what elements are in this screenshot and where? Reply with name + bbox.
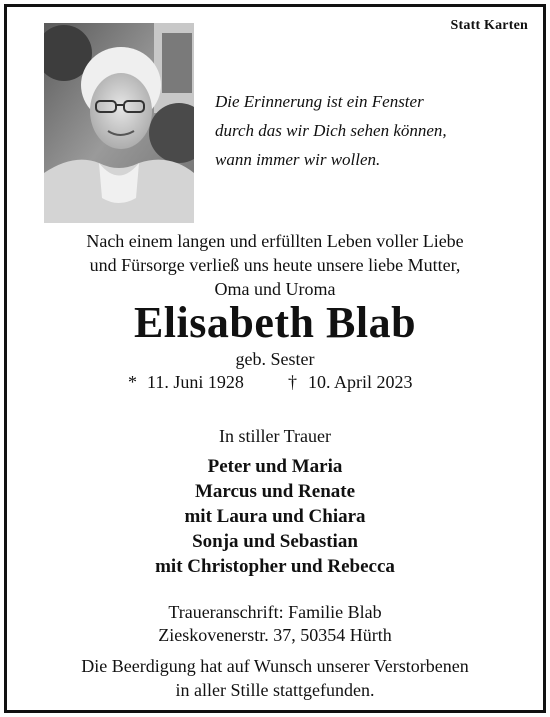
mourners-list (0, 454, 550, 579)
birth-date: 11. Juni 1928 (147, 372, 244, 392)
poem-line: durch das wir Dich sehen können, (215, 121, 447, 140)
intro-line: Nach einem langen und erfüllten Leben voller Liebe (86, 231, 464, 251)
death-date: 10. April 2023 (308, 372, 413, 392)
poem-quote (215, 87, 447, 174)
portrait-photo (44, 23, 194, 223)
mourner-line: mit Christopher und Rebecca (155, 556, 395, 577)
address-line: Zieskovenerstr. 37, 50354 Hürth (158, 625, 392, 645)
closing-line: in aller Stille stattgefunden. (175, 680, 375, 700)
mourning-address (0, 601, 550, 647)
mourner-line: Marcus und Renate (194, 481, 356, 502)
statt-karten-label: Statt Karten (450, 18, 528, 33)
poem-line: Die Erinnerung ist ein Fenster (215, 92, 424, 111)
intro-line: und Fürsorge verließ uns heute unsere liebe Mutter, (89, 255, 461, 275)
mourner-line: Sonja und Sebastian (192, 531, 358, 552)
deceased-name: Elisabeth Blab (133, 298, 417, 347)
mourner-line: Peter und Maria (207, 456, 343, 477)
mourning-heading: In stiller Trauer (219, 426, 331, 446)
maiden-name: geb. Sester (235, 349, 315, 369)
closing-line: Die Beerdigung hat auf Wunsch unserer Verstorbenen (81, 656, 469, 676)
death-symbol: † (288, 372, 297, 392)
poem-line: wann immer wir wollen. (215, 150, 381, 169)
address-line: Traueranschrift: Familie Blab (168, 602, 382, 622)
intro-text (0, 229, 550, 301)
intro-line: Oma und Uroma (214, 279, 336, 299)
funeral-note (0, 654, 550, 702)
mourner-line: mit Laura und Chiara (184, 506, 366, 527)
birth-symbol: * (128, 372, 137, 392)
